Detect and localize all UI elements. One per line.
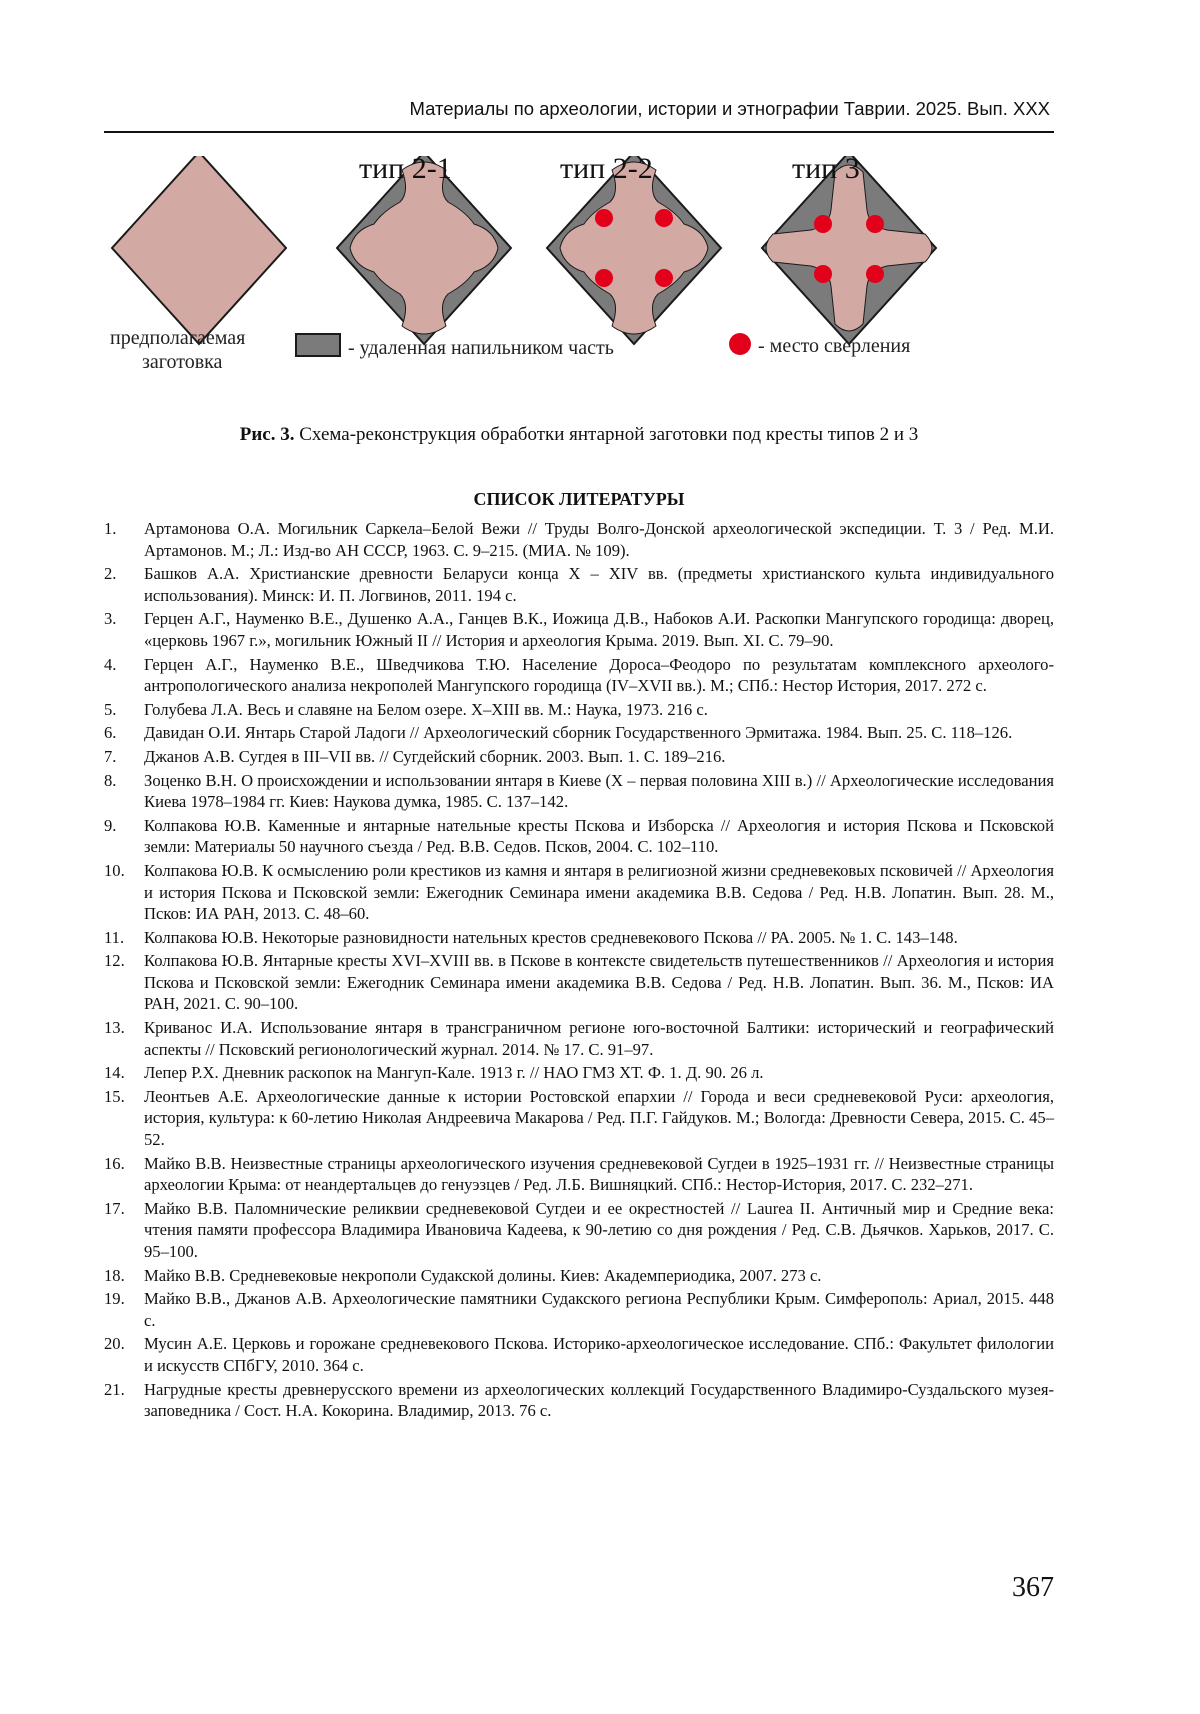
reference-text: Колпакова Ю.В. Янтарные кресты XVI–XVIII вв. в Пскове в контексте свидетельств путешественников // Археология и история Пскова и Псковской земли: Ежегодник Семинара имени академика В.В. Седова / Ред. Н.В. Лопатин. Вып. 36. М., Псков: ИА РАН, 2021. С. 90–100. — [144, 951, 1054, 1014]
reference-item — [104, 1333, 1054, 1376]
reference-number: 20. — [104, 1334, 125, 1354]
reference-number: 8. — [104, 770, 117, 790]
reference-text: Колпакова Ю.В. Некоторые разновидности нательных крестов средневекового Пскова // РА. 2005. № 1. С. 143–148. — [144, 927, 958, 947]
reference-item — [104, 563, 1054, 606]
reference-text: Колпакова Ю.В. Каменные и янтарные нательные кресты Пскова и Изборска // Археология и история Пскова и Псковской земли: Материалы 50 научного съезда / Ред. В.В. Седов. Псков, 2004. С. 102–110. — [144, 815, 1054, 857]
reference-number: 16. — [104, 1153, 125, 1173]
reference-number: 12. — [104, 951, 125, 971]
reference-item — [104, 927, 1054, 949]
reference-number: 6. — [104, 723, 117, 743]
reference-number: 18. — [104, 1265, 125, 1285]
reference-item — [104, 950, 1054, 1015]
references-title: СПИСОК ЛИТЕРАТУРЫ — [473, 489, 685, 509]
reference-text: Колпакова Ю.В. К осмыслению роли крестиков из камня и янтаря в религиозной жизни средневековых псковичей // Археология и история Пскова и Псковской земли: Ежегодник Семинара имени академика В.В. Седова / Ред. Н.В. Лопатин. Вып. 28. М., Псков: ИА РАН, 2013. С. 48–60. — [144, 860, 1054, 924]
reference-number: 10. — [104, 860, 125, 880]
drill-point — [814, 215, 832, 233]
reference-text: Голубева Л.А. Весь и славяне на Белом озере. X–XIII вв. М.: Наука, 1973. 216 с. — [144, 699, 708, 719]
reference-text: Лепер Р.Х. Дневник раскопок на Мангуп-Кале. 1913 г. // НАО ГМЗ ХТ. Ф. 1. Д. 90. 26 л. — [144, 1063, 764, 1083]
reference-text: Артамонова О.А. Могильник Саркела–Белой Вежи // Труды Волго-Донской археологической экспедиции. Т. 3 / Ред. М.И. Артамонов. М.; Л.: Изд-во АН СССР, 1963. С. 9–215. (МИА. № 109). — [144, 519, 1054, 560]
reference-item — [104, 770, 1054, 813]
page-number: 367 — [1012, 1572, 1054, 1603]
type-2-2-cross — [560, 162, 708, 334]
reference-text: Джанов А.В. Сугдея в III–VII вв. // Сугдейский сборник. 2003. Вып. 1. С. 189–216. — [144, 746, 726, 766]
reference-item — [104, 746, 1054, 768]
reference-number: 3. — [104, 609, 117, 629]
references-list — [104, 518, 1054, 1424]
reference-text: Леонтьев А.Е. Археологические данные к истории Ростовской епархии // Города и веси средневековой Руси: археология, история, культура: к 60-летию Николая Андреевича Макарова / Ред. П.Г. Гайдуков. М.; Вологда: Древности Севера, 2015. С. 45–52. — [144, 1086, 1054, 1150]
reference-number: 5. — [104, 699, 117, 719]
reference-text: Мусин А.Е. Церковь и горожане средневекового Пскова. Историко-археологическое исследование. СПб.: Факультет филологии и искусств СПбГУ, 2010. 364 с. — [144, 1334, 1054, 1375]
drill-point — [814, 265, 832, 283]
drill-point — [655, 209, 673, 227]
reference-item — [104, 860, 1054, 925]
reference-item — [104, 1288, 1054, 1331]
type-2-1-label: тип 2-1 — [359, 156, 452, 185]
reference-number: 13. — [104, 1018, 125, 1038]
reference-item — [104, 654, 1054, 697]
reference-number: 17. — [104, 1198, 125, 1218]
drill-point — [866, 215, 884, 233]
reference-item — [104, 699, 1054, 721]
running-head: Материалы по археологии, истории и этнографии Таврии. 2025. Вып. XXX — [409, 98, 1050, 119]
reference-text: Майко В.В. Средневековые некрополи Судакской долины. Киев: Академпериодика, 2007. 273 с. — [144, 1265, 822, 1285]
legend-removed-swatch — [296, 334, 340, 356]
drill-point — [595, 269, 613, 287]
reference-text: Нагрудные кресты древнерусского времени из археологических коллекций Государственного Владимиро-Суздальского музея-заповедника / Сост. Н.А. Кокорина. Владимир, 2013. 76 с. — [144, 1379, 1054, 1421]
reference-number: 9. — [104, 815, 117, 835]
header-rule — [104, 131, 1054, 133]
reference-item — [104, 1017, 1054, 1060]
reference-text: Зоценко В.Н. О происхождении и использовании янтаря в Киеве (X – первая половина XIII в.) // Археологические исследования Киева 1978–1984 гг. Киев: Наукова думка, 1985. С. 137–142. — [144, 770, 1054, 812]
reference-item — [104, 1086, 1054, 1151]
legend-blank-line2: заготовка — [142, 351, 223, 373]
type-2-1-cross — [350, 162, 498, 334]
drill-point — [655, 269, 673, 287]
legend-drill-swatch — [729, 333, 751, 355]
figure-3-diagram — [104, 156, 1054, 416]
drill-point — [595, 209, 613, 227]
reference-number: 1. — [104, 519, 117, 538]
type-2-2-label: тип 2-2 — [560, 156, 653, 185]
reference-item — [104, 518, 1054, 561]
reference-number: 19. — [104, 1289, 125, 1309]
figure-3 — [104, 156, 1054, 416]
reference-item — [104, 1265, 1054, 1287]
reference-text: Криванос И.А. Использование янтаря в трансграничном регионе юго-восточной Балтики: исторический и географический аспекты // Псковский регионологический журнал. 2014. № 17. С. 91–97. — [144, 1018, 1054, 1059]
blank-diamond — [112, 156, 286, 344]
reference-item — [104, 608, 1054, 651]
reference-number: 7. — [104, 746, 117, 766]
reference-text: Башков А.А. Христианские древности Беларуси конца X – XIV вв. (предметы христианского культа индивидуального использования). Минск: И. П. Логвинов, 2011. 194 с. — [144, 564, 1054, 605]
reference-text: Герцен А.Г., Науменко В.Е., Душенко А.А., Ганцев В.К., Иожица Д.В., Набоков А.И. Раскопки Мангупского городища: дворец, «церковь 1967 г.», могильник Южный II // История и археология Крыма. 2019. Вып. XI. С. 79–90. — [144, 609, 1054, 650]
reference-text: Майко В.В. Неизвестные страницы археологического изучения средневековой Сугдеи в 1925–1931 гг. // Неизвестные страницы археологии Крыма: от неандертальцев до генуэзцев / Ред. Л.Б. Вишняцкий. СПб.: Нестор-История, 2017. С. 232–271. — [144, 1153, 1054, 1195]
reference-number: 11. — [104, 927, 125, 947]
drill-point — [866, 265, 884, 283]
reference-text: Майко В.В. Паломнические реликвии средневековой Сугдеи и ее окрестностей // Laurea II. Античный мир и Средние века: чтения памяти профессора Владимира Ивановича Кадеева, к 90-летию со дня рождения / Ред. С.В. Дьячков. Харьков, 2017. С. 95–100. — [144, 1198, 1054, 1261]
reference-item — [104, 1379, 1054, 1422]
reference-text: Герцен А.Г., Науменко В.Е., Шведчикова Т.Ю. Население Дороса–Феодоро по результатам комплексного археолого-антропологического анализа некрополей Мангупского городища (IV–XVII вв.). М.; СПб.: Нестор История, 2017. 272 с. — [144, 654, 1054, 696]
caption-label: Рис. 3. — [239, 424, 295, 445]
reference-item — [104, 722, 1054, 744]
figure-caption — [104, 424, 1054, 446]
reference-number: 14. — [104, 1063, 125, 1083]
reference-number: 2. — [104, 564, 117, 584]
caption-text: Схема-реконструкция обработки янтарной заготовки под кресты типов 2 и 3 — [294, 424, 919, 445]
reference-text: Майко В.В., Джанов А.В. Археологические памятники Судакского региона Республики Крым. Симферополь: Ариал, 2015. 448 с. — [144, 1289, 1054, 1330]
legend-removed-label: - удаленная напильником часть — [348, 337, 614, 359]
reference-item — [104, 1062, 1054, 1084]
reference-number: 15. — [104, 1086, 125, 1106]
reference-item — [104, 815, 1054, 858]
reference-number: 21. — [104, 1379, 125, 1399]
reference-text: Давидан О.И. Янтарь Старой Ладоги // Археологический сборник Государственного Эрмитажа. 1984. Вып. 25. С. 118–126. — [144, 723, 1013, 743]
reference-item — [104, 1153, 1054, 1196]
legend-drill-label: - место сверления — [758, 335, 911, 357]
reference-item — [104, 1198, 1054, 1263]
reference-number: 4. — [104, 654, 117, 674]
type-3-cross — [766, 165, 932, 331]
legend-blank-line1: предполагаемая — [110, 327, 246, 349]
type-3-label: тип 3 — [792, 156, 860, 185]
